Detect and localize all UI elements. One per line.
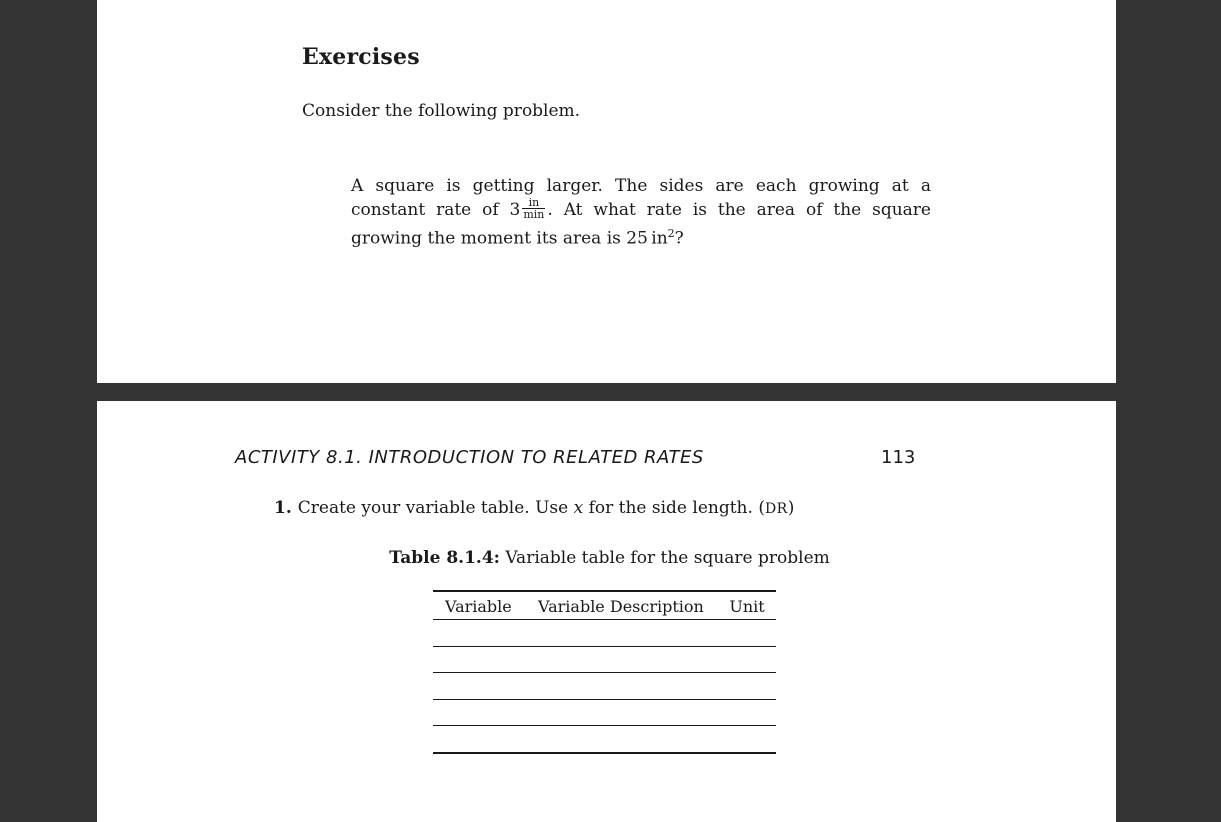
table-cell <box>524 726 718 753</box>
table-header-row <box>433 591 776 620</box>
table-caption-label: Table 8.1.4: <box>389 548 500 568</box>
intro-text: Consider the following problem. <box>302 101 581 121</box>
variable-table <box>433 590 776 754</box>
table-cell <box>524 620 718 647</box>
page-bottom <box>97 401 1116 822</box>
table-row <box>433 673 776 700</box>
table-cell <box>433 699 524 726</box>
exercise-tag: DR <box>764 501 788 517</box>
table-cell <box>718 646 776 673</box>
problem-text-middle: . At what rate is the area of the square growing the moment its area is 25 in <box>351 200 931 249</box>
exercise-tag-close: ) <box>787 498 795 518</box>
table-cell <box>433 673 524 700</box>
table-cell <box>433 726 524 753</box>
table-cell <box>524 673 718 700</box>
table-cell <box>718 699 776 726</box>
page-number: 113 <box>881 447 916 468</box>
exercise-variable: x <box>573 498 584 518</box>
table-cell <box>433 646 524 673</box>
running-head: ACTIVITY 8.1. INTRODUCTION TO RELATED RATES <box>235 447 704 468</box>
header-description: Variable Description <box>524 591 718 620</box>
exercise-number: 1. <box>274 498 292 518</box>
exercise-text-start: Create your variable table. Use <box>297 498 574 518</box>
table-row <box>433 699 776 726</box>
exercises-heading: Exercises <box>302 44 420 70</box>
header-unit: Unit <box>718 591 776 620</box>
table-caption-text: Variable table for the square problem <box>505 548 830 568</box>
table-cell <box>718 620 776 647</box>
table-cell <box>524 646 718 673</box>
table-row <box>433 646 776 673</box>
fraction-denominator: min <box>523 208 545 221</box>
problem-statement <box>351 174 931 251</box>
rate-unit-fraction <box>522 197 545 220</box>
table-caption <box>97 548 1116 568</box>
table-cell <box>433 620 524 647</box>
fraction-numerator: in <box>522 197 545 209</box>
page-top <box>97 0 1116 383</box>
area-exponent: 2 <box>667 227 675 240</box>
problem-text-start: A square is getting larger. The sides are each growing at a constant rate of 3 <box>351 176 931 220</box>
problem-text-end: ? <box>674 228 684 249</box>
header-variable: Variable <box>433 591 524 620</box>
table-row <box>433 620 776 647</box>
exercise-1 <box>274 498 794 518</box>
table-row <box>433 726 776 753</box>
table-cell <box>718 726 776 753</box>
exercise-text-end: for the side length. ( <box>583 498 765 518</box>
table-cell <box>718 673 776 700</box>
table-cell <box>524 699 718 726</box>
